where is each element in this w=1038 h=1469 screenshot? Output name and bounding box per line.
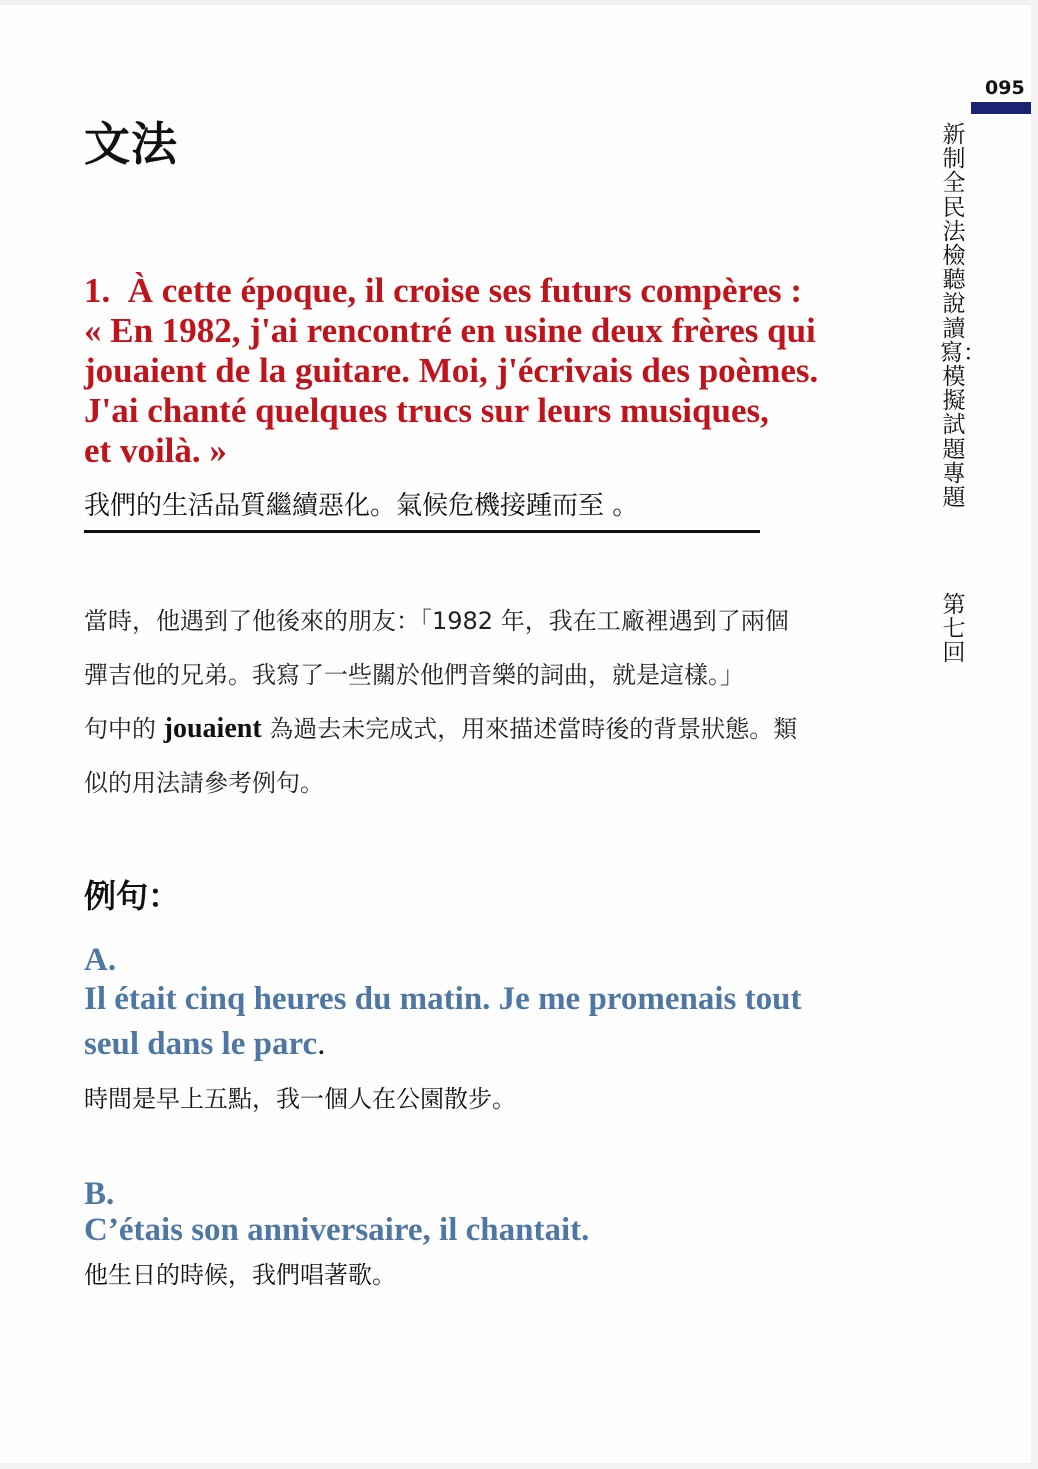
example-label: B. xyxy=(84,1176,115,1212)
example-french-line: Il était cinq heures du matin. Je me promenais tout xyxy=(84,981,802,1017)
example-chinese-translation: 他生日的時候，我們唱著歌。 xyxy=(84,1261,396,1289)
page-number-bar xyxy=(971,102,1031,114)
quote-line-3: jouaient de la guitare. Moi, j'écrivais des poèmes. xyxy=(84,351,819,390)
quote-line-2: « En 1982, j'ai rencontré en usine deux frères qui xyxy=(84,311,816,350)
running-book-title: 新制全民法檢聽說讀寫：模擬試題專題 xyxy=(940,122,986,512)
section-title: 文法 xyxy=(84,117,178,171)
question-number: 1. xyxy=(84,271,111,310)
examples-heading: 例句： xyxy=(84,877,181,915)
explanation-line-2: 彈吉他的兄弟。我寫了一些關於他們音樂的詞曲，就是這樣。」 xyxy=(84,660,744,689)
explanation-line-3: 句中的 jouaient 為過去未完成式，用來描述當時後的背景狀態。類 xyxy=(84,713,798,744)
explanation-paragraph xyxy=(84,595,914,810)
quote-line-1: 1. À cette époque, il croise ses futurs compères : xyxy=(84,271,802,310)
quote-line-5: et voilà. » xyxy=(84,431,227,470)
explanation-line-1: 當時，他遇到了他後來的朋友：「1982 年，我在工廠裡遇到了兩個 xyxy=(84,607,789,635)
running-chapter-label: 第七回 xyxy=(942,592,966,666)
question-quote xyxy=(84,271,914,471)
example-french-line: C’étais son anniversaire, il chantait. xyxy=(84,1212,590,1248)
example-label: A. xyxy=(84,942,117,978)
example-chinese-translation: 時間是早上五點，我一個人在公園散步。 xyxy=(84,1085,516,1113)
example-french-line: seul dans le parc. xyxy=(84,1026,326,1062)
example-b xyxy=(84,1177,914,1290)
page-number: 095 xyxy=(985,77,1025,99)
underlined-translation: 我們的生活品質繼續惡化。氣候危機接踵而至 。 xyxy=(84,485,760,533)
grammar-term: jouaient xyxy=(163,713,262,744)
quote-line-4: J'ai chanté quelques trucs sur leurs musiques, xyxy=(84,391,769,430)
example-a xyxy=(84,943,914,1114)
book-page xyxy=(0,5,1031,1463)
explanation-line-4: 似的用法請參考例句。 xyxy=(84,768,324,797)
